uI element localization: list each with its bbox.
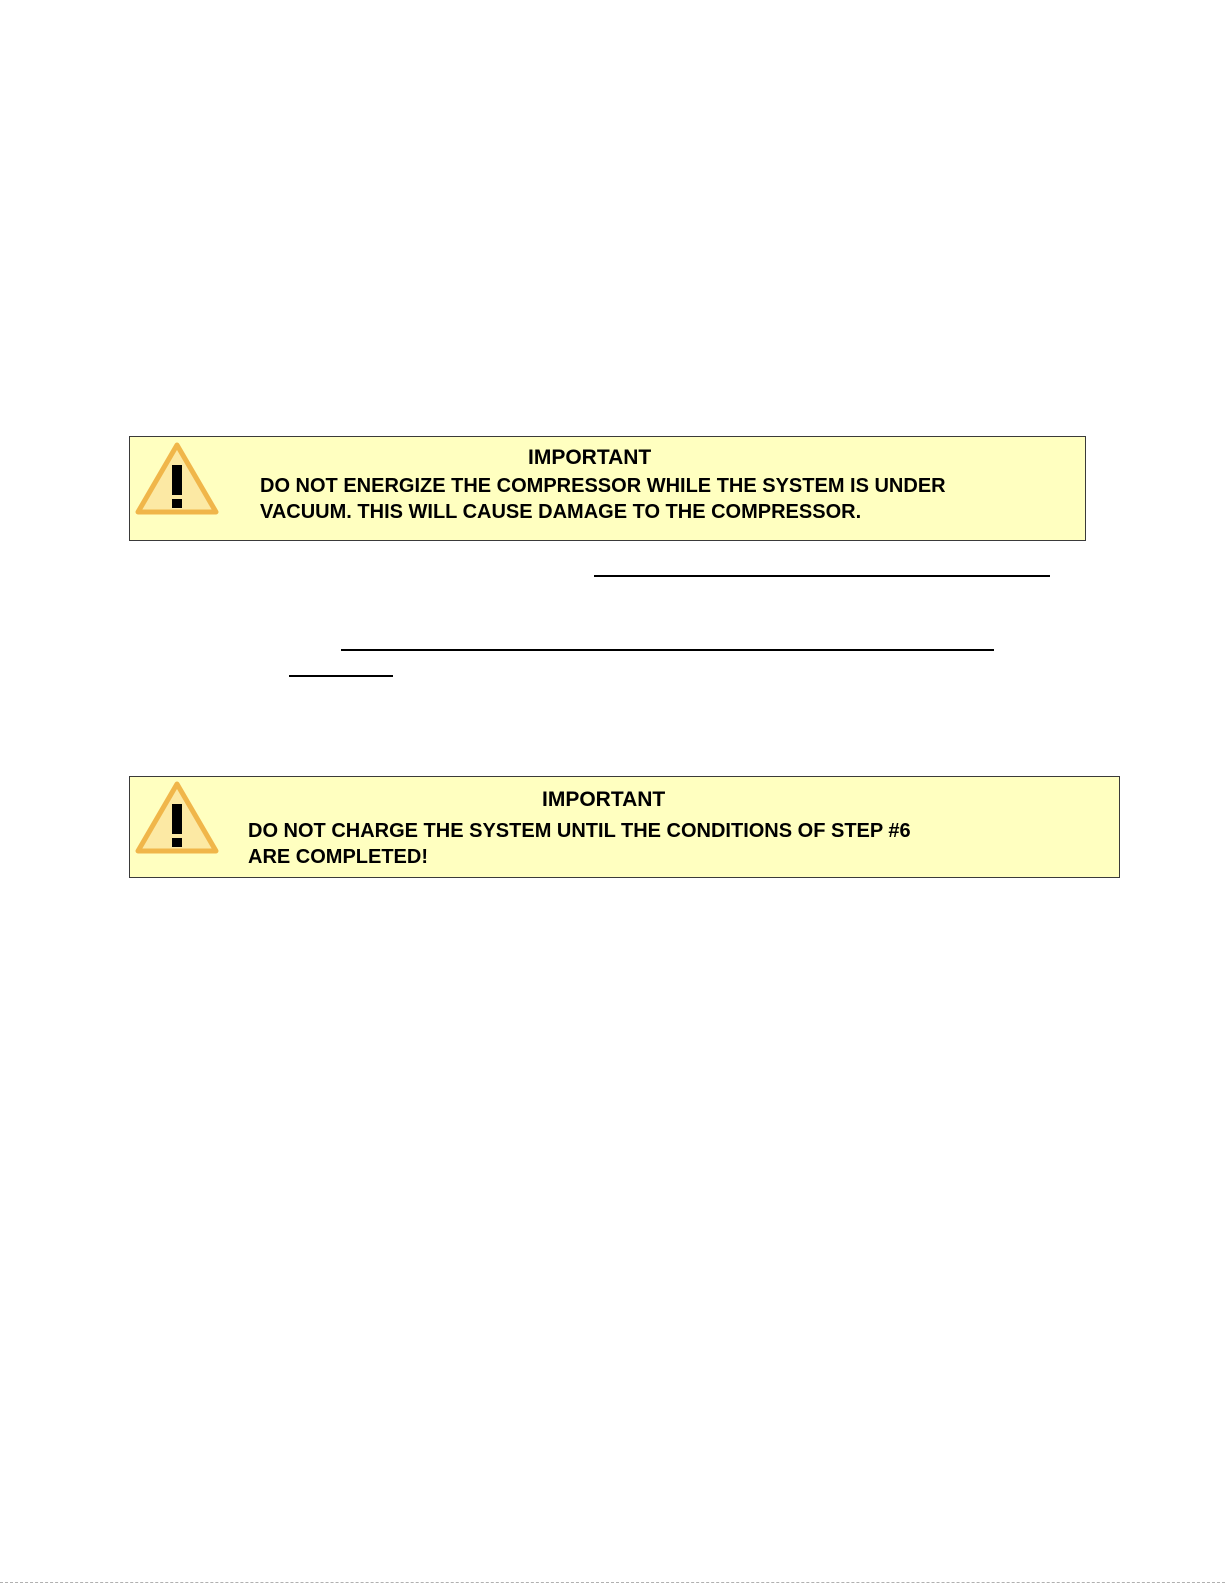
important-notice-charge (129, 776, 1120, 878)
underline-rule (341, 649, 994, 651)
important-notice-compressor (129, 436, 1086, 541)
warning-triangle-icon (134, 441, 220, 517)
notice-line: DO NOT CHARGE THE SYSTEM UNTIL THE CONDITIONS OF STEP #6 (248, 820, 911, 842)
underline-rule (289, 675, 393, 677)
notice-heading: IMPORTANT (542, 788, 666, 811)
notice-line: ARE COMPLETED! (248, 846, 428, 868)
underline-rule (594, 575, 1050, 577)
notice-line: VACUUM. THIS WILL CAUSE DAMAGE TO THE COMPRESSOR. (260, 501, 862, 523)
page-edge-divider (0, 1582, 1225, 1583)
notice-body (248, 818, 911, 870)
notice-body (260, 473, 946, 525)
notice-line: DO NOT ENERGIZE THE COMPRESSOR WHILE THE SYSTEM IS UNDER (260, 475, 946, 497)
notice-heading: IMPORTANT (528, 446, 652, 469)
warning-triangle-icon (134, 780, 220, 856)
